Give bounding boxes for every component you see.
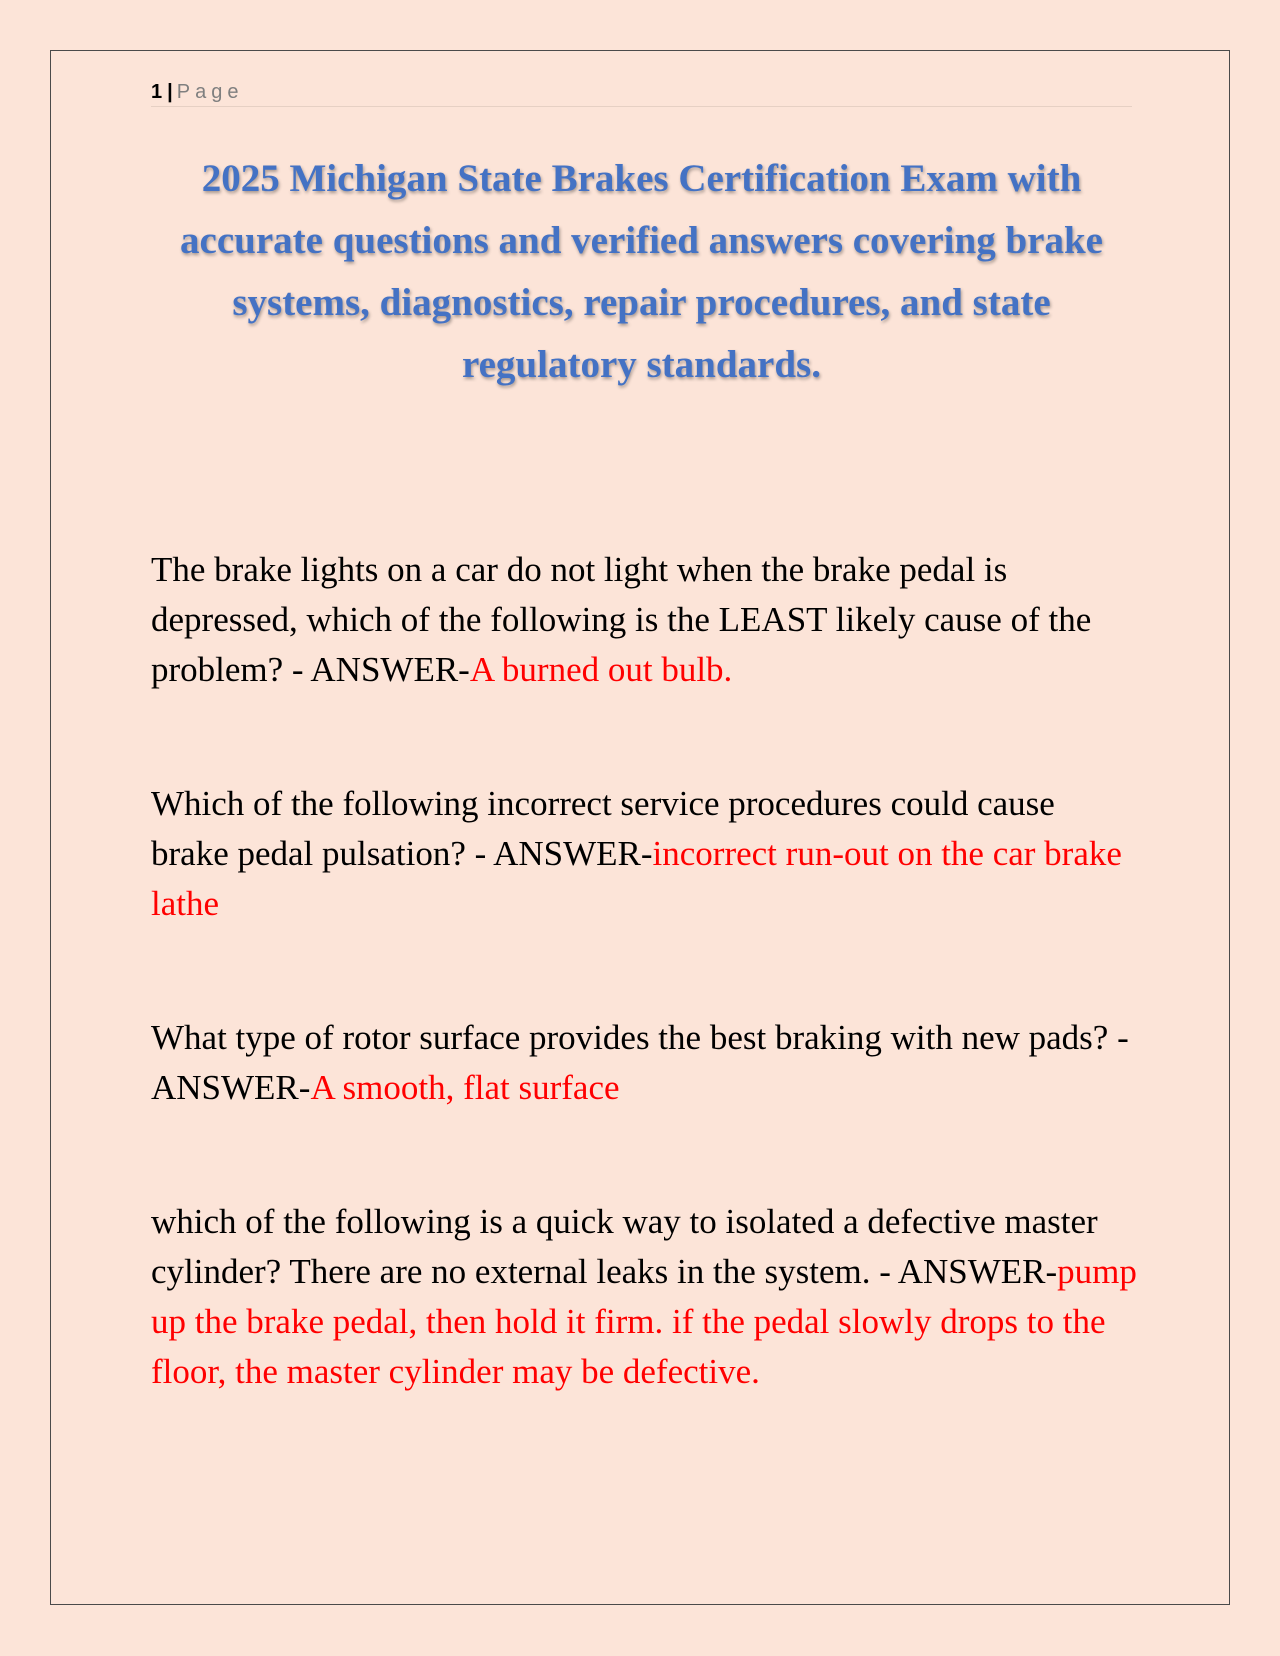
- question-text: which of the following is a quick way to isolated a defective master cylinder? There are no external leaks in the system. - ANSWER-: [151, 1202, 1098, 1291]
- question-text: What type of rotor surface provides the best braking with new pads? - ANSWER-: [151, 1018, 1129, 1107]
- qa-item-4: [151, 1197, 1141, 1397]
- page-number: 1: [151, 81, 163, 103]
- answer-text: A burned out bulb.: [469, 650, 733, 689]
- answer-text: incorrect run-out on the car brake lathe: [151, 834, 1122, 923]
- answer-text: pump up the brake pedal, then hold it firm. if the pedal slowly drops to the floor, the master cylinder may be defective.: [151, 1252, 1137, 1391]
- page-label: Page: [176, 81, 244, 103]
- question-text: The brake lights on a car do not light when the brake pedal is depressed, which of the following is the LEAST likely cause of the problem? - ANSWER-: [151, 550, 1092, 689]
- answer-text: A smooth, flat surface: [310, 1068, 620, 1107]
- qa-item-3: [151, 1013, 1141, 1113]
- document-title: 2025 Michigan State Brakes Certification Exam with accurate questions and verified answers covering brake systems, diagnostics, repair procedures, and state regulatory standards.: [180, 157, 1103, 386]
- page-header: [151, 78, 1132, 107]
- question-text: Which of the following incorrect service procedures could cause brake pedal pulsation? - ANSWER-: [151, 784, 1055, 873]
- qa-item-1: [151, 545, 1141, 695]
- qa-item-2: [151, 779, 1141, 929]
- header-separator: |: [167, 81, 173, 103]
